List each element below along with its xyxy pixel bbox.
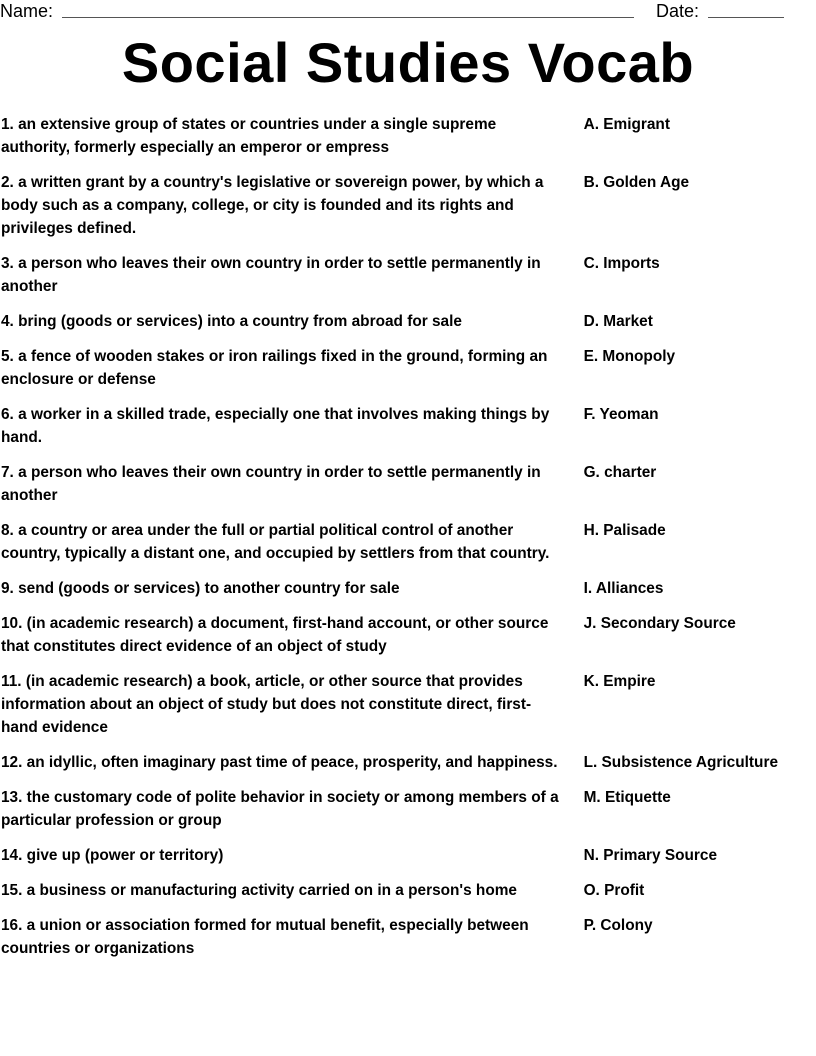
vocab-answer: G. charter [583, 464, 657, 481]
vocab-answer: C. Imports [583, 255, 660, 272]
vocab-clue: 9. send (goods or services) to another country for sale [1, 580, 400, 597]
vocab-row [0, 171, 816, 240]
vocab-clue: 11. (in academic research) a book, article, or other source that provides information about an object of study but does not constitute direct, first-hand evidence [1, 673, 532, 736]
vocab-answer: J. Secondary Source [583, 615, 736, 632]
vocab-clue: 1. an extensive group of states or countries under a single supreme authority, formerly especially an emperor or empress [1, 116, 497, 156]
vocab-row [0, 519, 816, 565]
vocab-row [0, 113, 816, 159]
vocab-list [0, 113, 816, 972]
vocab-answer: F. Yeoman [583, 406, 659, 423]
vocab-row [0, 844, 816, 867]
vocab-answer: O. Profit [583, 882, 645, 899]
vocab-clue: 3. a person who leaves their own country in order to settle permanently in another [1, 255, 541, 295]
vocab-answer: K. Empire [583, 673, 656, 690]
vocab-clue: 2. a written grant by a country's legislative or sovereign power, by which a body such as a company, college, or city is founded and its rights and privileges defined. [1, 174, 544, 237]
vocab-answer: I. Alliances [583, 580, 664, 597]
worksheet-header [0, 0, 816, 24]
vocab-answer: A. Emigrant [583, 116, 670, 133]
vocab-clue: 5. a fence of wooden stakes or iron railings fixed in the ground, forming an enclosure or defense [1, 348, 548, 388]
vocab-answer: B. Golden Age [583, 174, 690, 191]
vocab-clue: 7. a person who leaves their own country in order to settle permanently in another [1, 464, 541, 504]
date-label: Date: [656, 1, 700, 21]
vocab-answer: P. Colony [583, 917, 653, 934]
vocab-answer: E. Monopoly [583, 348, 676, 365]
vocab-answer: L. Subsistence Agriculture [583, 754, 778, 771]
vocab-row [0, 403, 816, 449]
vocab-clue: 14. give up (power or territory) [1, 847, 224, 864]
vocab-clue: 12. an idyllic, often imaginary past time of peace, prosperity, and happiness. [1, 754, 558, 771]
vocab-row [0, 751, 816, 774]
vocab-answer: H. Palisade [583, 522, 666, 539]
vocab-clue: 8. a country or area under the full or partial political control of another country, typically a distant one, and occupied by settlers from that country. [1, 522, 550, 562]
vocab-row [0, 612, 816, 658]
vocab-answer: M. Etiquette [583, 789, 671, 806]
vocab-row [0, 310, 816, 333]
vocab-clue: 10. (in academic research) a document, first-hand account, or other source that constitutes direct evidence of an object of study [1, 615, 549, 655]
vocab-row [0, 252, 816, 298]
vocab-row [0, 879, 816, 902]
vocab-clue: 15. a business or manufacturing activity carried on in a person's home [1, 882, 517, 899]
vocab-row [0, 577, 816, 600]
name-label: Name: [0, 1, 54, 21]
vocab-clue: 13. the customary code of polite behavior in society or among members of a particular profession or group [1, 789, 559, 829]
vocab-row [0, 461, 816, 507]
vocab-clue: 4. bring (goods or services) into a country from abroad for sale [1, 313, 462, 330]
vocab-answer: N. Primary Source [583, 847, 718, 864]
vocab-clue: 16. a union or association formed for mutual benefit, especially between countries or organizations [1, 917, 529, 957]
name-blank-line[interactable] [62, 17, 634, 18]
vocab-row [0, 345, 816, 391]
vocab-clue: 6. a worker in a skilled trade, especially one that involves making things by hand. [1, 406, 550, 446]
date-blank-line[interactable] [708, 17, 784, 18]
page-title: Social Studies Vocab [121, 31, 695, 94]
vocab-row [0, 786, 816, 832]
vocab-row [0, 670, 816, 739]
vocab-row [0, 914, 816, 960]
vocab-answer: D. Market [583, 313, 653, 330]
